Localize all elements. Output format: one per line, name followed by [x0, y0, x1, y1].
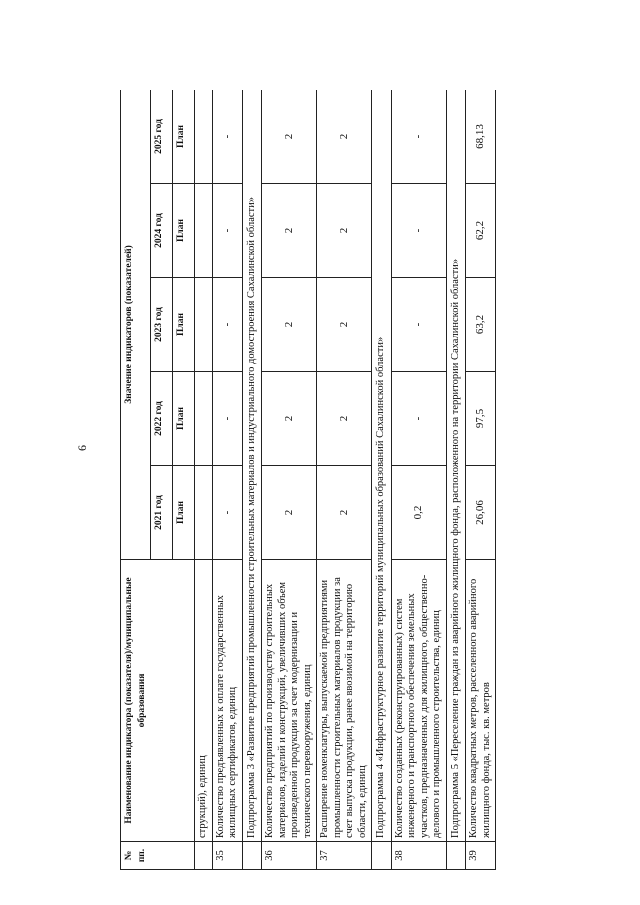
value-2024 — [195, 184, 213, 278]
value-2024: - — [391, 184, 446, 278]
value-2022 — [195, 372, 213, 466]
value-2025: 68,13 — [466, 90, 496, 184]
header-plan: План — [173, 90, 195, 184]
header-num: № пп. — [121, 842, 195, 870]
value-2023: 2 — [262, 278, 317, 372]
header-year: 2021 год — [151, 466, 173, 560]
value-2025: - — [391, 90, 446, 184]
header-year: 2024 год — [151, 184, 173, 278]
indicator-table — [120, 90, 496, 870]
header-name: Наименование индикатора (показателя)/муниципальные образования — [121, 560, 195, 842]
value-2021 — [195, 466, 213, 560]
value-2021: 26,06 — [466, 466, 496, 560]
subprogram-title: Подпрограмма 4 «Инфраструктурное развитие территорий муниципальных образований Сахалинской области» — [372, 90, 392, 842]
value-2023: 2 — [317, 278, 372, 372]
subprogram-row — [372, 90, 392, 870]
header-values-group: Значение индикаторов (показателей) — [121, 90, 151, 560]
header-plan: План — [173, 184, 195, 278]
table-row — [212, 90, 242, 870]
value-2022: - — [391, 372, 446, 466]
row-number: 37 — [317, 842, 372, 870]
value-2024: 62,2 — [466, 184, 496, 278]
row-number: 39 — [466, 842, 496, 870]
page-number: 6 — [75, 445, 89, 451]
value-2022: 2 — [262, 372, 317, 466]
table-row — [195, 90, 213, 870]
table-row — [466, 90, 496, 870]
rotated-table-area — [120, 90, 640, 870]
value-2025 — [195, 90, 213, 184]
value-2024: - — [212, 184, 242, 278]
value-2023: - — [391, 278, 446, 372]
row-number: 35 — [212, 842, 242, 870]
indicator-name: Количество предъявленных к оплате государственных жилищных сертификатов, единиц — [212, 560, 242, 842]
header-plan: План — [173, 278, 195, 372]
value-2025: 2 — [262, 90, 317, 184]
value-2021: 0,2 — [391, 466, 446, 560]
row-number — [195, 842, 213, 870]
table-row — [262, 90, 317, 870]
subprogram-num-cell — [242, 842, 262, 870]
value-2025: - — [212, 90, 242, 184]
value-2025: 2 — [317, 90, 372, 184]
value-2021: - — [212, 466, 242, 560]
indicator-name: Количество предприятий по производству строительных материалов, изделий и конструкций, увеличивших объем произведенной продукции за счет модернизации и технического перевооружения, единиц — [262, 560, 317, 842]
value-2024: 2 — [317, 184, 372, 278]
value-2021: 2 — [262, 466, 317, 560]
subprogram-num-cell — [446, 842, 466, 870]
row-number: 38 — [391, 842, 446, 870]
value-2023: 63,2 — [466, 278, 496, 372]
indicator-name: Расширение номенклатуры, выпускаемой предприятиями промышленности строительных материалов продукции за счет выпуска продукции, ранее ввозимой на территорию области, единиц — [317, 560, 372, 842]
header-plan: План — [173, 466, 195, 560]
header-year: 2025 год — [151, 90, 173, 184]
value-2023: - — [212, 278, 242, 372]
indicator-name: Количество созданных (реконструированных) систем инженерного и транспортного обеспечения земельных участков, предназначенных для жилищного, общественно-делового и промышленного строительства, единиц — [391, 560, 446, 842]
value-2024: 2 — [262, 184, 317, 278]
indicator-name: Количество квадратных метров, расселенного аварийного жилищного фонда, тыс. кв. метров — [466, 560, 496, 842]
table-row — [317, 90, 372, 870]
indicator-table-container — [120, 90, 640, 870]
header-year: 2022 год — [151, 372, 173, 466]
header-year: 2023 год — [151, 278, 173, 372]
row-number: 36 — [262, 842, 317, 870]
subprogram-title: Подпрограмма 5 «Переселение граждан из аварийного жилищного фонда, расположенного на территории Сахалинской области» — [446, 90, 466, 842]
indicator-name: струкций), единиц — [195, 560, 213, 842]
table-row — [391, 90, 446, 870]
value-2022: 2 — [317, 372, 372, 466]
value-2022: 97,5 — [466, 372, 496, 466]
value-2023 — [195, 278, 213, 372]
subprogram-row — [446, 90, 466, 870]
value-2021: 2 — [317, 466, 372, 560]
header-plan: План — [173, 372, 195, 466]
subprogram-row — [242, 90, 262, 870]
subprogram-num-cell — [372, 842, 392, 870]
value-2022: - — [212, 372, 242, 466]
subprogram-title: Подпрограмма 3 «Развитие предприятий промышленности строительных материалов и индустриального домостроения Сахалинской области» — [242, 90, 262, 842]
